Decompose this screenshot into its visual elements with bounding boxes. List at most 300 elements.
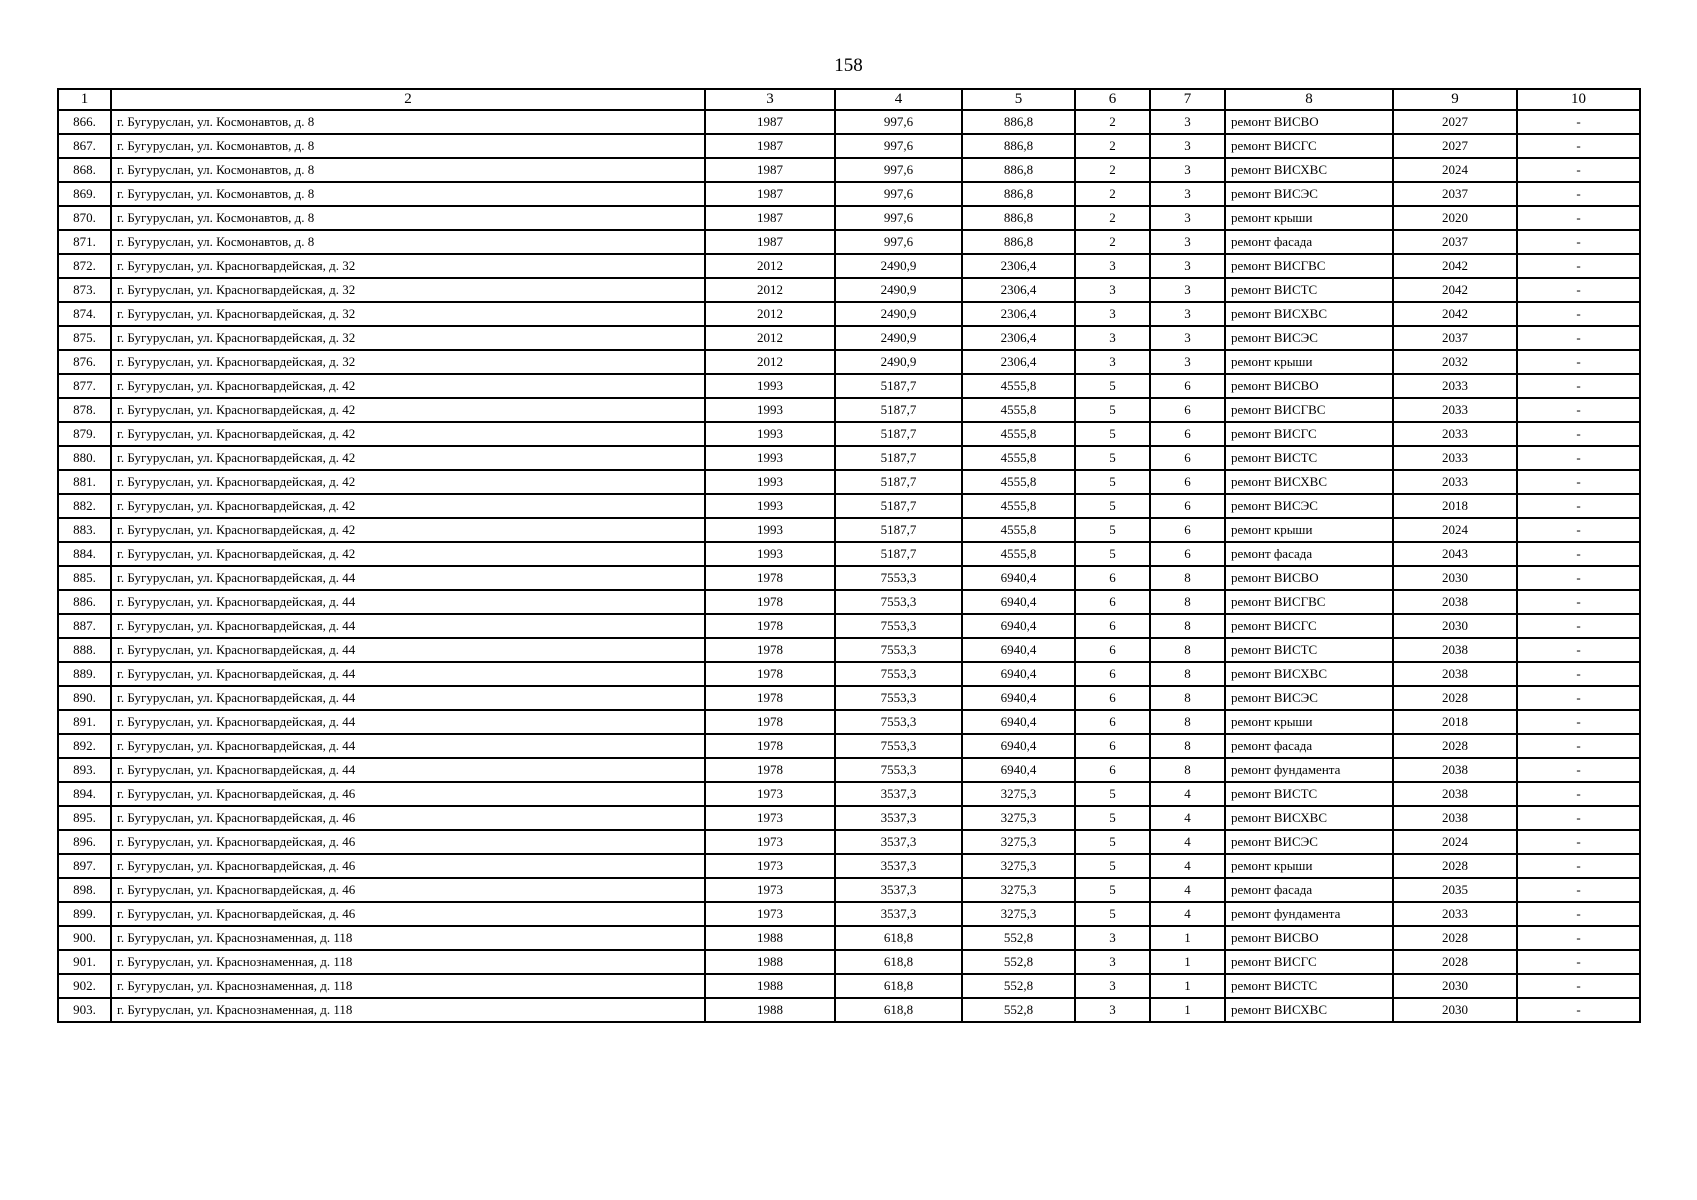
- cell-work-type: ремонт ВИСГС: [1225, 950, 1393, 974]
- cell-work-type: ремонт ВИСЭС: [1225, 494, 1393, 518]
- cell-total-area: 5187,7: [835, 518, 962, 542]
- cell-address: г. Бугуруслан, ул. Красногвардейская, д. 44: [111, 710, 705, 734]
- cell-floors: 3: [1075, 254, 1150, 278]
- cell-note: -: [1517, 182, 1640, 206]
- cell-total-area: 2490,9: [835, 326, 962, 350]
- cell-living-area: 2306,4: [962, 326, 1075, 350]
- cell-year-built: 1993: [705, 422, 835, 446]
- cell-work-type: ремонт крыши: [1225, 350, 1393, 374]
- cell-total-area: 3537,3: [835, 878, 962, 902]
- table-row: [58, 614, 1640, 638]
- cell-entrances: 3: [1150, 182, 1225, 206]
- cell-work-type: ремонт ВИСХВС: [1225, 470, 1393, 494]
- table-row: [58, 182, 1640, 206]
- cell-address: г. Бугуруслан, ул. Красногвардейская, д. 42: [111, 446, 705, 470]
- cell-year-built: 2012: [705, 326, 835, 350]
- cell-row-number: 884.: [58, 542, 111, 566]
- cell-floors: 5: [1075, 374, 1150, 398]
- cell-planned-year: 2024: [1393, 158, 1517, 182]
- cell-living-area: 552,8: [962, 974, 1075, 998]
- cell-planned-year: 2028: [1393, 926, 1517, 950]
- cell-planned-year: 2028: [1393, 734, 1517, 758]
- table-row: [58, 326, 1640, 350]
- column-header-4: 4: [835, 89, 962, 110]
- table-row: [58, 974, 1640, 998]
- cell-row-number: 893.: [58, 758, 111, 782]
- cell-address: г. Бугуруслан, ул. Красногвардейская, д. 44: [111, 734, 705, 758]
- cell-entrances: 6: [1150, 422, 1225, 446]
- cell-total-area: 2490,9: [835, 254, 962, 278]
- cell-address: г. Бугуруслан, ул. Красногвардейская, д. 42: [111, 518, 705, 542]
- column-header-7: 7: [1150, 89, 1225, 110]
- cell-note: -: [1517, 278, 1640, 302]
- cell-year-built: 1973: [705, 878, 835, 902]
- cell-row-number: 894.: [58, 782, 111, 806]
- cell-year-built: 1993: [705, 446, 835, 470]
- cell-row-number: 902.: [58, 974, 111, 998]
- cell-row-number: 872.: [58, 254, 111, 278]
- cell-note: -: [1517, 158, 1640, 182]
- cell-address: г. Бугуруслан, ул. Космонавтов, д. 8: [111, 182, 705, 206]
- cell-row-number: 895.: [58, 806, 111, 830]
- cell-row-number: 883.: [58, 518, 111, 542]
- cell-living-area: 3275,3: [962, 878, 1075, 902]
- cell-floors: 3: [1075, 998, 1150, 1022]
- cell-note: -: [1517, 230, 1640, 254]
- cell-row-number: 877.: [58, 374, 111, 398]
- cell-entrances: 8: [1150, 710, 1225, 734]
- cell-entrances: 3: [1150, 206, 1225, 230]
- cell-address: г. Бугуруслан, ул. Красногвардейская, д. 46: [111, 878, 705, 902]
- cell-work-type: ремонт фасада: [1225, 230, 1393, 254]
- cell-address: г. Бугуруслан, ул. Красногвардейская, д. 46: [111, 830, 705, 854]
- cell-entrances: 8: [1150, 686, 1225, 710]
- cell-living-area: 886,8: [962, 134, 1075, 158]
- cell-planned-year: 2033: [1393, 422, 1517, 446]
- cell-entrances: 8: [1150, 638, 1225, 662]
- cell-entrances: 8: [1150, 662, 1225, 686]
- cell-floors: 3: [1075, 926, 1150, 950]
- table-row: [58, 806, 1640, 830]
- cell-address: г. Бугуруслан, ул. Космонавтов, д. 8: [111, 230, 705, 254]
- cell-planned-year: 2042: [1393, 254, 1517, 278]
- cell-planned-year: 2033: [1393, 446, 1517, 470]
- cell-work-type: ремонт крыши: [1225, 854, 1393, 878]
- table-row: [58, 446, 1640, 470]
- cell-work-type: ремонт ВИСХВС: [1225, 998, 1393, 1022]
- cell-note: -: [1517, 446, 1640, 470]
- table-row: [58, 134, 1640, 158]
- cell-row-number: 887.: [58, 614, 111, 638]
- cell-entrances: 4: [1150, 902, 1225, 926]
- cell-total-area: 997,6: [835, 110, 962, 134]
- cell-row-number: 873.: [58, 278, 111, 302]
- cell-address: г. Бугуруслан, ул. Красногвардейская, д. 32: [111, 350, 705, 374]
- cell-total-area: 5187,7: [835, 398, 962, 422]
- cell-planned-year: 2020: [1393, 206, 1517, 230]
- cell-year-built: 1993: [705, 398, 835, 422]
- cell-row-number: 886.: [58, 590, 111, 614]
- cell-note: -: [1517, 470, 1640, 494]
- cell-total-area: 997,6: [835, 206, 962, 230]
- cell-work-type: ремонт ВИСВО: [1225, 926, 1393, 950]
- cell-entrances: 8: [1150, 614, 1225, 638]
- cell-row-number: 868.: [58, 158, 111, 182]
- cell-total-area: 2490,9: [835, 278, 962, 302]
- cell-planned-year: 2035: [1393, 878, 1517, 902]
- cell-floors: 5: [1075, 470, 1150, 494]
- cell-entrances: 6: [1150, 398, 1225, 422]
- cell-year-built: 1978: [705, 590, 835, 614]
- cell-planned-year: 2038: [1393, 590, 1517, 614]
- cell-entrances: 6: [1150, 494, 1225, 518]
- cell-row-number: 870.: [58, 206, 111, 230]
- table-row: [58, 518, 1640, 542]
- cell-planned-year: 2030: [1393, 974, 1517, 998]
- cell-note: -: [1517, 614, 1640, 638]
- cell-row-number: 900.: [58, 926, 111, 950]
- cell-entrances: 1: [1150, 998, 1225, 1022]
- cell-living-area: 4555,8: [962, 470, 1075, 494]
- table-row: [58, 662, 1640, 686]
- cell-row-number: 888.: [58, 638, 111, 662]
- cell-row-number: 867.: [58, 134, 111, 158]
- table-row: [58, 374, 1640, 398]
- cell-work-type: ремонт ВИСТС: [1225, 278, 1393, 302]
- cell-floors: 6: [1075, 614, 1150, 638]
- cell-entrances: 6: [1150, 470, 1225, 494]
- cell-row-number: 881.: [58, 470, 111, 494]
- cell-address: г. Бугуруслан, ул. Красногвардейская, д. 44: [111, 590, 705, 614]
- cell-work-type: ремонт ВИСТС: [1225, 446, 1393, 470]
- cell-total-area: 3537,3: [835, 902, 962, 926]
- cell-row-number: 876.: [58, 350, 111, 374]
- cell-work-type: ремонт крыши: [1225, 710, 1393, 734]
- cell-living-area: 6940,4: [962, 614, 1075, 638]
- cell-year-built: 1978: [705, 638, 835, 662]
- cell-total-area: 7553,3: [835, 662, 962, 686]
- cell-entrances: 3: [1150, 326, 1225, 350]
- table-row: [58, 494, 1640, 518]
- table-row: [58, 686, 1640, 710]
- cell-year-built: 1973: [705, 902, 835, 926]
- cell-address: г. Бугуруслан, ул. Красногвардейская, д. 44: [111, 662, 705, 686]
- cell-year-built: 1987: [705, 158, 835, 182]
- cell-work-type: ремонт фасада: [1225, 542, 1393, 566]
- cell-planned-year: 2033: [1393, 902, 1517, 926]
- table-row: [58, 422, 1640, 446]
- cell-work-type: ремонт ВИСГС: [1225, 422, 1393, 446]
- table-row: [58, 278, 1640, 302]
- cell-row-number: 874.: [58, 302, 111, 326]
- cell-address: г. Бугуруслан, ул. Красногвардейская, д. 44: [111, 614, 705, 638]
- cell-total-area: 2490,9: [835, 302, 962, 326]
- cell-total-area: 7553,3: [835, 590, 962, 614]
- table-body: [58, 110, 1640, 1022]
- cell-year-built: 1978: [705, 662, 835, 686]
- table-row: [58, 398, 1640, 422]
- cell-address: г. Бугуруслан, ул. Красногвардейская, д. 32: [111, 326, 705, 350]
- cell-address: г. Бугуруслан, ул. Красногвардейская, д. 46: [111, 782, 705, 806]
- column-header-9: 9: [1393, 89, 1517, 110]
- cell-work-type: ремонт ВИСХВС: [1225, 806, 1393, 830]
- cell-living-area: 552,8: [962, 950, 1075, 974]
- cell-note: -: [1517, 542, 1640, 566]
- cell-note: -: [1517, 758, 1640, 782]
- cell-planned-year: 2038: [1393, 806, 1517, 830]
- cell-entrances: 3: [1150, 302, 1225, 326]
- cell-address: г. Бугуруслан, ул. Красногвардейская, д. 32: [111, 302, 705, 326]
- table-row: [58, 254, 1640, 278]
- cell-floors: 5: [1075, 542, 1150, 566]
- table-row: [58, 734, 1640, 758]
- cell-living-area: 6940,4: [962, 590, 1075, 614]
- cell-work-type: ремонт ВИСГВС: [1225, 398, 1393, 422]
- cell-planned-year: 2018: [1393, 710, 1517, 734]
- cell-note: -: [1517, 926, 1640, 950]
- cell-row-number: 889.: [58, 662, 111, 686]
- column-header-3: 3: [705, 89, 835, 110]
- cell-planned-year: 2024: [1393, 830, 1517, 854]
- cell-floors: 6: [1075, 734, 1150, 758]
- cell-work-type: ремонт ВИСХВС: [1225, 158, 1393, 182]
- cell-entrances: 4: [1150, 782, 1225, 806]
- cell-living-area: 6940,4: [962, 758, 1075, 782]
- cell-note: -: [1517, 206, 1640, 230]
- cell-living-area: 3275,3: [962, 806, 1075, 830]
- cell-work-type: ремонт ВИСГС: [1225, 134, 1393, 158]
- cell-address: г. Бугуруслан, ул. Космонавтов, д. 8: [111, 206, 705, 230]
- cell-living-area: 2306,4: [962, 302, 1075, 326]
- cell-floors: 2: [1075, 182, 1150, 206]
- cell-year-built: 1993: [705, 518, 835, 542]
- cell-year-built: 1978: [705, 566, 835, 590]
- cell-address: г. Бугуруслан, ул. Краснознаменная, д. 118: [111, 998, 705, 1022]
- cell-work-type: ремонт ВИСХВС: [1225, 662, 1393, 686]
- cell-entrances: 4: [1150, 854, 1225, 878]
- cell-floors: 2: [1075, 158, 1150, 182]
- cell-total-area: 997,6: [835, 158, 962, 182]
- cell-entrances: 3: [1150, 134, 1225, 158]
- cell-planned-year: 2028: [1393, 854, 1517, 878]
- cell-row-number: 890.: [58, 686, 111, 710]
- cell-planned-year: 2037: [1393, 230, 1517, 254]
- table-row: [58, 830, 1640, 854]
- cell-total-area: 618,8: [835, 974, 962, 998]
- cell-row-number: 880.: [58, 446, 111, 470]
- cell-living-area: 552,8: [962, 926, 1075, 950]
- cell-floors: 5: [1075, 902, 1150, 926]
- cell-total-area: 3537,3: [835, 854, 962, 878]
- cell-living-area: 886,8: [962, 206, 1075, 230]
- cell-entrances: 4: [1150, 830, 1225, 854]
- cell-entrances: 4: [1150, 878, 1225, 902]
- cell-work-type: ремонт ВИСВО: [1225, 110, 1393, 134]
- cell-year-built: 2012: [705, 302, 835, 326]
- cell-row-number: 885.: [58, 566, 111, 590]
- cell-note: -: [1517, 638, 1640, 662]
- cell-note: -: [1517, 302, 1640, 326]
- cell-planned-year: 2038: [1393, 782, 1517, 806]
- cell-note: -: [1517, 806, 1640, 830]
- cell-planned-year: 2028: [1393, 686, 1517, 710]
- cell-note: -: [1517, 110, 1640, 134]
- cell-row-number: 896.: [58, 830, 111, 854]
- table-row: [58, 710, 1640, 734]
- cell-living-area: 4555,8: [962, 542, 1075, 566]
- cell-entrances: 3: [1150, 158, 1225, 182]
- cell-note: -: [1517, 662, 1640, 686]
- table-row: [58, 902, 1640, 926]
- cell-entrances: 8: [1150, 590, 1225, 614]
- cell-work-type: ремонт ВИСХВС: [1225, 302, 1393, 326]
- cell-living-area: 6940,4: [962, 686, 1075, 710]
- cell-note: -: [1517, 734, 1640, 758]
- table-row: [58, 158, 1640, 182]
- table-row: [58, 542, 1640, 566]
- cell-planned-year: 2038: [1393, 758, 1517, 782]
- cell-planned-year: 2042: [1393, 302, 1517, 326]
- cell-living-area: 4555,8: [962, 494, 1075, 518]
- cell-planned-year: 2030: [1393, 614, 1517, 638]
- cell-planned-year: 2033: [1393, 470, 1517, 494]
- cell-address: г. Бугуруслан, ул. Красногвардейская, д. 42: [111, 374, 705, 398]
- cell-floors: 3: [1075, 302, 1150, 326]
- cell-planned-year: 2037: [1393, 326, 1517, 350]
- cell-planned-year: 2018: [1393, 494, 1517, 518]
- column-header-1: 1: [58, 89, 111, 110]
- cell-floors: 6: [1075, 758, 1150, 782]
- table-row: [58, 782, 1640, 806]
- cell-total-area: 5187,7: [835, 542, 962, 566]
- cell-total-area: 3537,3: [835, 806, 962, 830]
- cell-entrances: 3: [1150, 110, 1225, 134]
- cell-work-type: ремонт ВИСТС: [1225, 782, 1393, 806]
- table-row: [58, 230, 1640, 254]
- cell-work-type: ремонт фундамента: [1225, 758, 1393, 782]
- cell-year-built: 1987: [705, 206, 835, 230]
- cell-note: -: [1517, 782, 1640, 806]
- cell-entrances: 1: [1150, 950, 1225, 974]
- cell-work-type: ремонт ВИСЭС: [1225, 830, 1393, 854]
- cell-year-built: 1993: [705, 374, 835, 398]
- cell-note: -: [1517, 422, 1640, 446]
- cell-total-area: 7553,3: [835, 734, 962, 758]
- cell-year-built: 1973: [705, 806, 835, 830]
- cell-planned-year: 2030: [1393, 566, 1517, 590]
- table-row: [58, 950, 1640, 974]
- cell-floors: 5: [1075, 422, 1150, 446]
- cell-address: г. Бугуруслан, ул. Красногвардейская, д. 42: [111, 494, 705, 518]
- cell-living-area: 6940,4: [962, 662, 1075, 686]
- cell-year-built: 1987: [705, 134, 835, 158]
- cell-row-number: 878.: [58, 398, 111, 422]
- cell-note: -: [1517, 830, 1640, 854]
- cell-year-built: 1988: [705, 974, 835, 998]
- table-row: [58, 566, 1640, 590]
- cell-note: -: [1517, 566, 1640, 590]
- cell-living-area: 6940,4: [962, 566, 1075, 590]
- cell-entrances: 3: [1150, 254, 1225, 278]
- cell-work-type: ремонт ВИСВО: [1225, 566, 1393, 590]
- cell-year-built: 1973: [705, 782, 835, 806]
- cell-floors: 5: [1075, 494, 1150, 518]
- cell-address: г. Бугуруслан, ул. Красногвардейская, д. 42: [111, 398, 705, 422]
- cell-address: г. Бугуруслан, ул. Красногвардейская, д. 44: [111, 566, 705, 590]
- cell-entrances: 1: [1150, 926, 1225, 950]
- table-row: [58, 758, 1640, 782]
- cell-address: г. Бугуруслан, ул. Красногвардейская, д. 42: [111, 470, 705, 494]
- table-row: [58, 638, 1640, 662]
- cell-living-area: 2306,4: [962, 350, 1075, 374]
- cell-living-area: 6940,4: [962, 638, 1075, 662]
- cell-address: г. Бугуруслан, ул. Краснознаменная, д. 118: [111, 974, 705, 998]
- table-row: [58, 206, 1640, 230]
- column-header-8: 8: [1225, 89, 1393, 110]
- cell-note: -: [1517, 686, 1640, 710]
- cell-floors: 2: [1075, 134, 1150, 158]
- cell-living-area: 4555,8: [962, 518, 1075, 542]
- cell-entrances: 6: [1150, 374, 1225, 398]
- cell-row-number: 898.: [58, 878, 111, 902]
- cell-floors: 6: [1075, 590, 1150, 614]
- cell-year-built: 2012: [705, 278, 835, 302]
- cell-year-built: 1987: [705, 110, 835, 134]
- cell-year-built: 1978: [705, 614, 835, 638]
- cell-total-area: 618,8: [835, 926, 962, 950]
- cell-address: г. Бугуруслан, ул. Красногвардейская, д. 44: [111, 686, 705, 710]
- cell-year-built: 1988: [705, 950, 835, 974]
- cell-planned-year: 2043: [1393, 542, 1517, 566]
- table-row: [58, 110, 1640, 134]
- cell-planned-year: 2024: [1393, 518, 1517, 542]
- cell-living-area: 3275,3: [962, 854, 1075, 878]
- table-row: [58, 470, 1640, 494]
- cell-work-type: ремонт фасада: [1225, 734, 1393, 758]
- cell-address: г. Бугуруслан, ул. Красногвардейская, д. 46: [111, 806, 705, 830]
- cell-year-built: 1993: [705, 542, 835, 566]
- cell-total-area: 7553,3: [835, 758, 962, 782]
- cell-floors: 3: [1075, 950, 1150, 974]
- cell-planned-year: 2032: [1393, 350, 1517, 374]
- cell-planned-year: 2027: [1393, 110, 1517, 134]
- cell-year-built: 1993: [705, 494, 835, 518]
- table-row: [58, 302, 1640, 326]
- cell-address: г. Бугуруслан, ул. Красногвардейская, д. 44: [111, 758, 705, 782]
- cell-note: -: [1517, 254, 1640, 278]
- cell-floors: 5: [1075, 854, 1150, 878]
- cell-year-built: 1988: [705, 998, 835, 1022]
- cell-floors: 3: [1075, 350, 1150, 374]
- cell-floors: 3: [1075, 974, 1150, 998]
- cell-work-type: ремонт ВИСТС: [1225, 638, 1393, 662]
- cell-address: г. Бугуруслан, ул. Красногвардейская, д. 42: [111, 422, 705, 446]
- cell-planned-year: 2027: [1393, 134, 1517, 158]
- cell-note: -: [1517, 398, 1640, 422]
- cell-total-area: 997,6: [835, 182, 962, 206]
- cell-floors: 3: [1075, 278, 1150, 302]
- cell-floors: 5: [1075, 518, 1150, 542]
- cell-living-area: 3275,3: [962, 782, 1075, 806]
- table-row: [58, 926, 1640, 950]
- cell-note: -: [1517, 350, 1640, 374]
- cell-note: -: [1517, 494, 1640, 518]
- cell-planned-year: 2028: [1393, 950, 1517, 974]
- cell-entrances: 8: [1150, 566, 1225, 590]
- cell-living-area: 552,8: [962, 998, 1075, 1022]
- cell-total-area: 7553,3: [835, 566, 962, 590]
- page-number: 158: [834, 55, 863, 76]
